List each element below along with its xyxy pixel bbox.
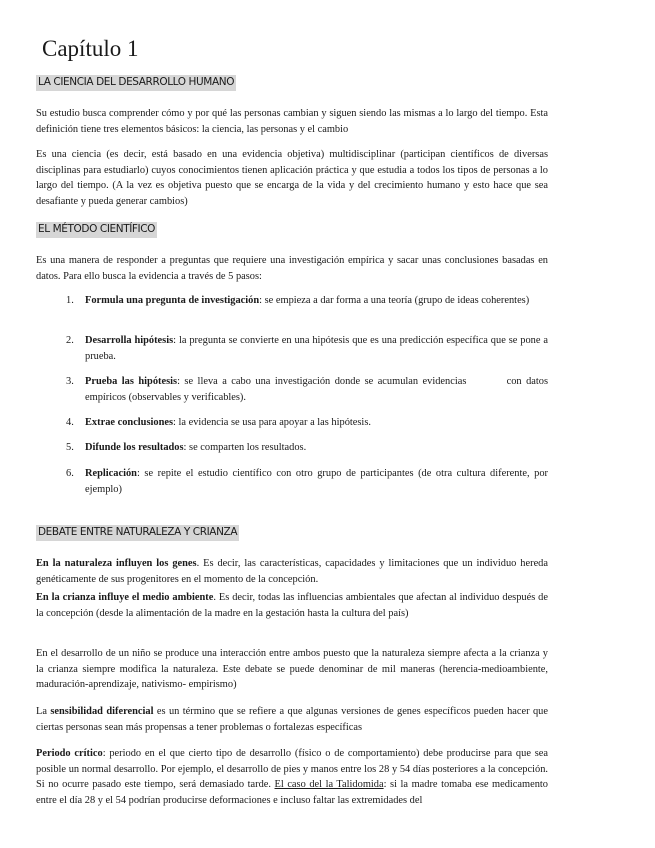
list-number: 3. [66,376,74,387]
list-item [66,333,548,364]
paragraph: Es una manera de responder a preguntas que requiere una investigación empírica y sacar unas conclusiones basadas en datos. Para ello busca la evidencia a través de 5 pasos: [36,255,548,282]
list-item-term: Desarrolla hipótesis [85,335,174,346]
paragraph-text: La [36,706,51,717]
list-item-term: Difunde los resultados [85,442,184,453]
list-item [66,440,548,456]
list-number: 4. [66,417,74,428]
paragraph [36,746,548,808]
paragraph-text: . Es decir, las características, capacidades y limitaciones que un individuo hereda genéticamente de sus progenitores en el momento de la concepción. [36,558,548,585]
list-item-term: Prueba las hipótesis [85,376,178,387]
section-heading-ciencia: LA CIENCIA DEL DESARROLLO HUMANO [36,75,236,91]
paragraph: En el desarrollo de un niño se produce una interacción entre ambos puesto que la naturaleza siempre afecta a la crianza y la crianza siempre modifica la naturaleza. Este debate se puede denominar de mil maneras (herencia-medioambiente, maduración-aprendizaje, nativismo- empirismo) [36,648,548,690]
paragraph-text: . Es decir, todas las influencias ambientales que afectan al individuo después de la concepción (desde la alimentación de la madre en la gestación hasta la cultura del país) [36,592,548,619]
list-item-text: : la evidencia se usa para apoyar a las hipótesis. [173,417,371,428]
paragraph: Es una ciencia (es decir, está basado en una evidencia objetiva) multidisciplinar (participan científicos de diversas disciplinas para estudiarlo) cuyos conocimientos tienen aplicación práctica y que estudia a todos los tipos de personas a lo largo del tiempo. (A la vez es objetiva puesto que se encarga de la vida y del crecimiento humano y esto hace que sea desafiante y pueda generar cambios) [36,149,548,207]
list-number: 2. [66,335,74,346]
list-item-term: Replicación [85,468,137,479]
section-heading-debate: DEBATE ENTRE NATURALEZA Y CRIANZA [36,525,239,541]
paragraph [36,590,548,621]
paragraph [36,556,548,587]
paragraph-text: es un término que se refiere a que algunas versiones de genes específicos pueden hacer que ciertas personas sean más propensas a tener problemas o fortalezas específicas [36,706,548,733]
list-item-text: : la pregunta se convierte en una hipótesis que es una predicción específica que se pone a prueba. [85,335,548,362]
paragraph-term: sensibilidad diferencial [50,706,154,717]
list-item-term: Extrae conclusiones [85,417,174,428]
paragraph [36,704,548,735]
paragraph: Su estudio busca comprender cómo y por qué las personas cambian y siguen siendo las mismas a lo largo del tiempo. Esta definición tiene tres elementos básicos: la ciencia, las personas y el cambio [36,108,548,135]
paragraph-term: Periodo crítico [36,748,103,759]
list-number: 6. [66,468,74,479]
talidomida-link[interactable]: El caso del la Talidomida [274,779,384,790]
list-item-text: : se empieza a dar forma a una teoría (grupo de ideas coherentes) [259,295,530,306]
paragraph-term: En la crianza influye el medio ambiente [36,592,214,603]
list-item-term: Formula una pregunta de investigación [85,295,260,306]
paragraph-text: : periodo en el que cierto tipo de desarrollo (físico o de comportamiento) debe producirse para que sea posible un normal desarrollo. Por ejemplo, el desarrollo de pies y manos entre los 28 y 54 días posteriores a la concepción. Si no ocurre pasado este tiempo, será demasiado tarde. [36,748,548,790]
list-item [66,293,548,309]
list-number: 1. [66,295,74,306]
chapter-title: Capítulo 1 [42,36,139,61]
list-item [66,415,548,431]
section-heading-metodo: EL MÉTODO CIENTÍFICO [36,222,157,238]
paragraph-text: : si la madre tomaba ese medicamento entre el día 28 y el 54 podrían producirse deformaciones e incluso faltar las extremidades del [36,779,549,806]
list-item [66,466,548,497]
list-item-text: : se comparten los resultados. [183,442,307,453]
list-item-text: : se lleva a cabo una investigación donde se acumulan evidencias con datos empíricos (observables y verificables). [85,376,551,403]
list-number: 5. [66,442,74,453]
paragraph-term: En la naturaleza influyen los genes [36,558,197,569]
list-item-text: : se repite el estudio científico con otro grupo de participantes (de otra cultura diferente, por ejemplo) [85,468,548,495]
list-item [66,374,551,405]
